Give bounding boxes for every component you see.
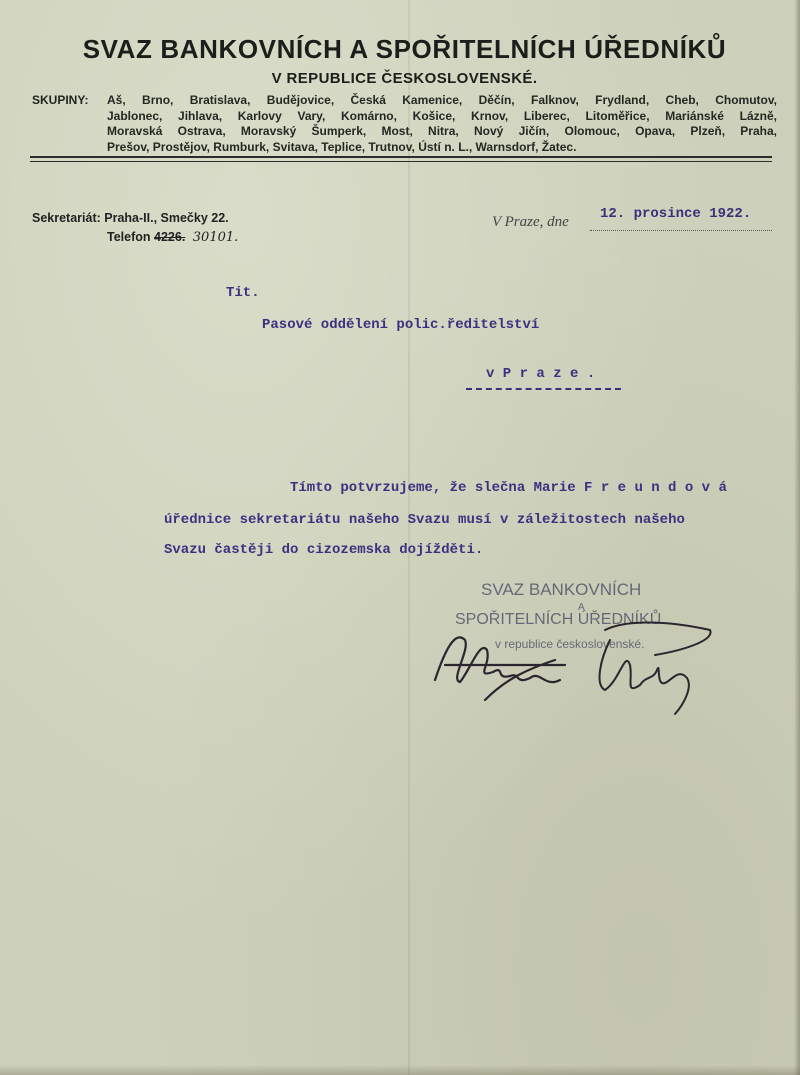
salutation: Tit. <box>226 285 260 301</box>
body-line3: Svazu častěji do cizozemska dojížděti. <box>164 542 484 558</box>
stamp-line2: A <box>578 602 585 613</box>
addressee-line1: Pasové oddělení polic.ředitelství <box>262 317 540 333</box>
letterhead-title: SVAZ BANKOVNÍCH A SPOŘITELNÍCH ÚŘEDNÍKŮ <box>82 34 727 64</box>
groups-line: Aš, Brno, Bratislava, Budějovice, Česká Kamenice, Děčín, Falknov, Frydland, Cheb, Chomutov, <box>107 93 777 107</box>
stamp-line1: SVAZ BANKOVNÍCH <box>481 580 642 599</box>
groups-line: Jablonec, Jihlava, Karlovy Vary, Komárno, Košice, Krnov, Liberec, Litoměřice, Mariánské Lázně, <box>107 108 777 123</box>
letterhead-rule-thick <box>30 156 772 158</box>
addressee-underline <box>466 388 621 390</box>
letter-date: 12. prosince 1922. <box>600 206 752 222</box>
paper-edge-bottom <box>0 1065 800 1075</box>
secretariat-address: Sekretariát: Praha-II., Smečky 22. <box>32 211 229 225</box>
letterhead-subtitle: V REPUBLICE ČESKOSLOVENSKÉ. <box>271 70 538 87</box>
stamp-line4: v republice československé. <box>495 637 645 651</box>
phone-label: Telefon <box>107 230 151 244</box>
body-line2: úřednice sekretariátu našeho Svazu musí v záležitostech našeho <box>164 512 685 528</box>
body-line1: Tímto potvrzujeme, že slečna Marie F r e u n d o v á <box>290 480 727 496</box>
phone-old-number: 4226. <box>154 230 186 244</box>
paper-edge-right <box>794 0 800 1075</box>
groups-line: Prešov, Prostějov, Rumburk, Svitava, Teplice, Trutnov, Ústí n. L., Warnsdorf, Žatec. <box>107 139 577 154</box>
stamp-line3: SPOŘITELNÍCH ÚŘEDNÍKŮ <box>455 611 662 628</box>
handwritten-signatures <box>425 610 725 720</box>
groups-line: Moravská Ostrava, Moravský Šumperk, Most, Nitra, Nový Jičín, Olomouc, Opava, Plzeň, Praha, <box>107 124 777 139</box>
signature-left <box>435 637 565 700</box>
telephone <box>107 230 238 245</box>
addressee-line2: v P r a z e . <box>486 366 596 382</box>
place-label: V Praze, dne <box>492 214 569 230</box>
letterhead-rule-thin <box>30 161 772 162</box>
signature-right <box>600 623 711 715</box>
phone-new-number: 30101. <box>192 230 239 245</box>
groups-label: SKUPINY: <box>32 93 89 107</box>
groups-list <box>107 93 777 155</box>
date-dotted-line <box>590 230 772 231</box>
